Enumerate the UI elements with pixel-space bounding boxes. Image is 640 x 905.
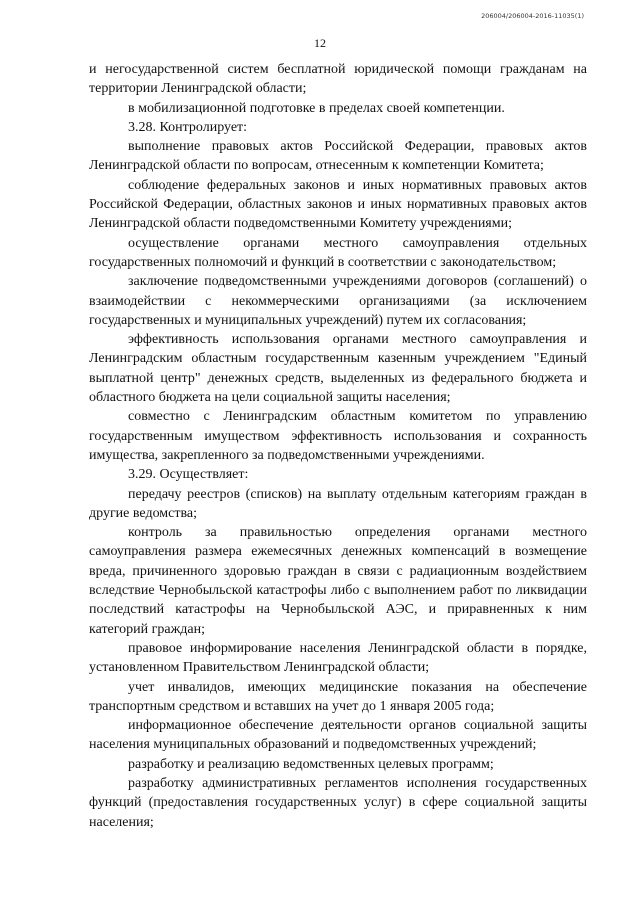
paragraph: осуществление органами местного самоуправления отдельных государственных полномочий и функций в соответствии с законодательством; <box>89 235 587 270</box>
document-id: 206004/206004-2016-11035(1) <box>481 12 584 20</box>
paragraph: эффективность использования органами местного самоуправления и Ленинградским областным государственным казенным учреждением "Единый выплатной центр" денежных средств, выделенных из федерального бюджета и областного бюджета на цели социальной защиты населения; <box>89 332 587 406</box>
paragraph: разработку административных регламентов исполнения государственных функций (предоставления государственных услуг) в сфере социальной защиты населения; <box>89 775 587 830</box>
paragraph: выполнение правовых актов Российской Федерации, правовых актов Ленинградской области по вопросам, отнесенным к компетенции Комитета; <box>89 139 587 174</box>
paragraph: учет инвалидов, имеющих медицинские показания на обеспечение транспортным средством и вставших на учет до 1 января 2005 года; <box>89 679 587 714</box>
page-number: 12 <box>314 36 326 50</box>
paragraph: контроль за правильностью определения органами местного самоуправления размера ежемесячных денежных компенсаций в возмещение вреда, причиненного здоровью граждан в связи с радиационным воздействием вследствие Чернобыльской катастрофы либо с выполнением работ по ликвидации последствий катастрофы на Чернобыльской АЭС, и приравненных к ним категорий граждан; <box>89 525 587 637</box>
paragraph: заключение подведомственными учреждениями договоров (соглашений) о взаимодействии с некоммерческими организациями (за исключением государственных и муниципальных учреждений) путем их согласования; <box>89 274 587 328</box>
paragraph: разработку и реализацию ведомственных целевых программ; <box>128 756 494 772</box>
section-heading-3-29: 3.29. Осуществляет: <box>128 467 249 483</box>
body-text <box>89 60 587 832</box>
paragraph: совместно с Ленинградским областным комитетом по управлению государственным имуществом эффективность использования и сохранность имущества, закрепленного за подведомственными учреждениями. <box>89 409 587 463</box>
paragraph: правовое информирование населения Ленинградской области в порядке, установленном Правительством Ленинградской области; <box>89 640 587 676</box>
paragraph: соблюдение федеральных законов и иных нормативных правовых актов Российской Федерации, областных законов и иных нормативных правовых актов Ленинградской области подведомственными Комитету учреждениями; <box>89 177 587 232</box>
paragraph: в мобилизационной подготовке в пределах своей компетенции. <box>128 100 505 116</box>
section-heading-3-28: 3.28. Контролирует: <box>128 119 248 135</box>
paragraph: информационное обеспечение деятельности органов социальной защиты населения муниципальных образований и подведомственных учреждений; <box>89 718 587 753</box>
paragraph-continuation: и негосударственной систем бесплатной юридической помощи гражданам на территории Ленинградской области; <box>89 62 587 97</box>
paragraph: передачу реестров (списков) на выплату отдельным категориям граждан в другие ведомства; <box>89 486 587 521</box>
